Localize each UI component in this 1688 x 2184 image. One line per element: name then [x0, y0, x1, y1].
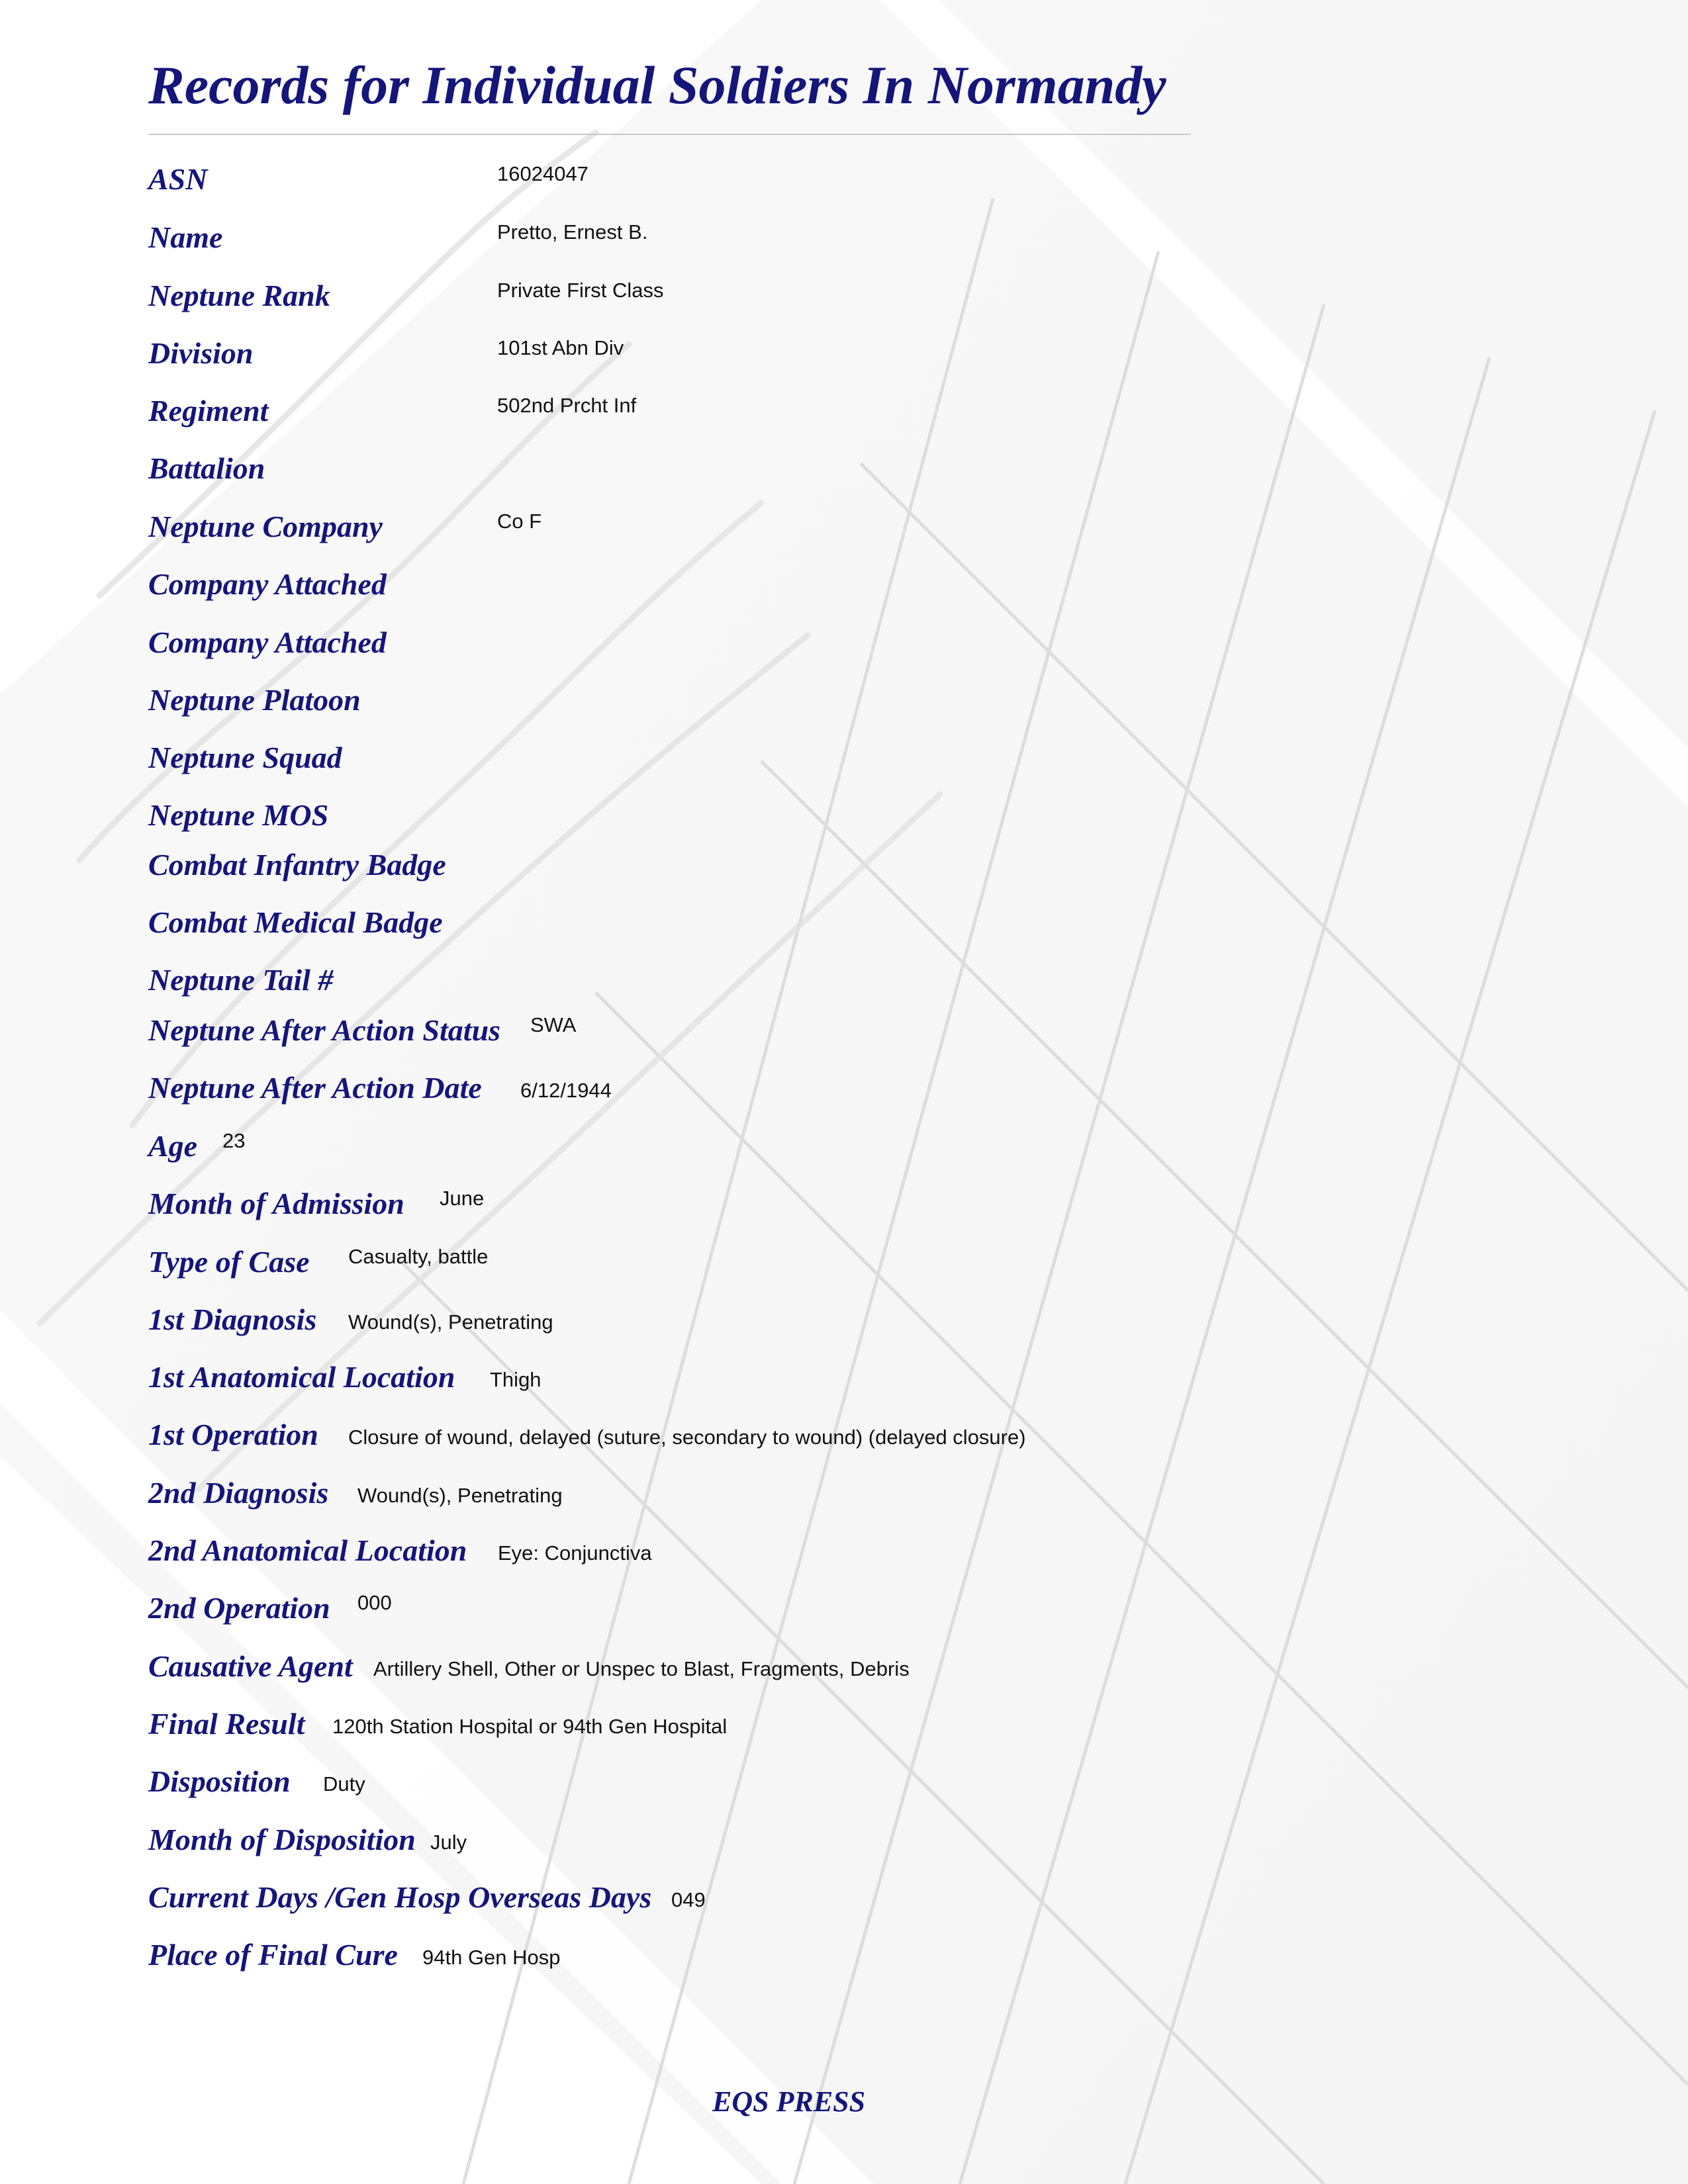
field-label-after-action-date: Neptune After Action Date [148, 1071, 482, 1105]
field-label-division: Division [148, 336, 254, 370]
field-value-after-action-status: SWA [530, 1013, 577, 1036]
field-value-neptune-company: Co F [497, 510, 542, 533]
field-label-name: Name [148, 220, 223, 254]
field-value-month-of-disposition: July [430, 1831, 467, 1854]
field-value-2nd-operation: 000 [357, 1591, 392, 1614]
field-label-neptune-company: Neptune Company [148, 510, 383, 543]
field-label-2nd-operation: 2nd Operation [148, 1591, 330, 1625]
field-label-disposition: Disposition [148, 1764, 291, 1798]
field-value-1st-diagnosis: Wound(s), Penetrating [348, 1310, 553, 1334]
field-value-name: Pretto, Ernest B. [497, 220, 648, 244]
field-value-current-days-overseas: 049 [671, 1888, 706, 1911]
field-value-place-of-final-cure: 94th Gen Hosp [422, 1946, 561, 1969]
field-value-regiment: 502nd Prcht Inf [497, 394, 637, 417]
field-value-neptune-rank: Private First Class [497, 279, 664, 302]
field-label-1st-operation: 1st Operation [148, 1418, 318, 1451]
field-label-2nd-diagnosis: 2nd Diagnosis [148, 1476, 329, 1510]
field-label-month-of-admission: Month of Admission [148, 1187, 404, 1220]
field-value-asn: 16024047 [497, 162, 588, 185]
field-label-combat-medical-badge: Combat Medical Badge [148, 905, 443, 939]
field-label-place-of-final-cure: Place of Final Cure [148, 1938, 398, 1972]
field-value-division: 101st Abn Div [497, 336, 624, 359]
field-label-combat-infantry-badge: Combat Infantry Badge [148, 848, 446, 882]
field-value-type-of-case: Casualty, battle [348, 1245, 489, 1268]
field-label-causative-agent: Causative Agent [148, 1649, 353, 1683]
field-label-neptune-rank: Neptune Rank [148, 279, 330, 312]
field-label-after-action-status: Neptune After Action Status [148, 1013, 501, 1047]
field-label-current-days-overseas: Current Days /Gen Hosp Overseas Days [148, 1880, 652, 1914]
field-label-2nd-anatomical-location: 2nd Anatomical Location [148, 1533, 467, 1567]
field-label-final-result: Final Result [148, 1707, 305, 1741]
field-label-type-of-case: Type of Case [148, 1245, 310, 1279]
publisher-footer: EQS PRESS [712, 2085, 866, 2118]
field-value-final-result: 120th Station Hospital or 94th Gen Hospital [332, 1715, 727, 1738]
field-label-neptune-mos: Neptune MOS [148, 798, 329, 832]
field-value-2nd-anatomical-location: Eye: Conjunctiva [498, 1541, 652, 1565]
field-label-neptune-squad: Neptune Squad [148, 741, 342, 774]
title-divider [148, 134, 1191, 135]
field-label-month-of-disposition: Month of Disposition [148, 1823, 416, 1856]
field-value-1st-anatomical-location: Thigh [490, 1368, 541, 1391]
field-label-regiment: Regiment [148, 394, 269, 428]
field-value-age: 23 [222, 1129, 246, 1152]
field-label-1st-diagnosis: 1st Diagnosis [148, 1302, 317, 1336]
field-value-1st-operation: Closure of wound, delayed (suture, secondary to wound) (delayed closure) [348, 1426, 1026, 1449]
field-label-company-attached-1: Company Attached [148, 567, 387, 601]
field-label-neptune-platoon: Neptune Platoon [148, 683, 361, 717]
field-value-causative-agent: Artillery Shell, Other or Unspec to Blast, Fragments, Debris [373, 1657, 910, 1680]
field-label-company-attached-2: Company Attached [148, 625, 387, 659]
field-label-asn: ASN [148, 162, 208, 196]
field-label-battalion: Battalion [148, 451, 265, 485]
field-label-1st-anatomical-location: 1st Anatomical Location [148, 1360, 455, 1394]
page-title: Records for Individual Soldiers In Normandy [148, 55, 1166, 115]
field-label-neptune-tail-number: Neptune Tail # [148, 963, 334, 997]
field-value-2nd-diagnosis: Wound(s), Penetrating [357, 1484, 563, 1507]
field-value-after-action-date: 6/12/1944 [520, 1079, 612, 1102]
field-label-age: Age [148, 1129, 198, 1163]
field-value-disposition: Duty [323, 1772, 365, 1796]
field-value-month-of-admission: June [440, 1187, 485, 1210]
